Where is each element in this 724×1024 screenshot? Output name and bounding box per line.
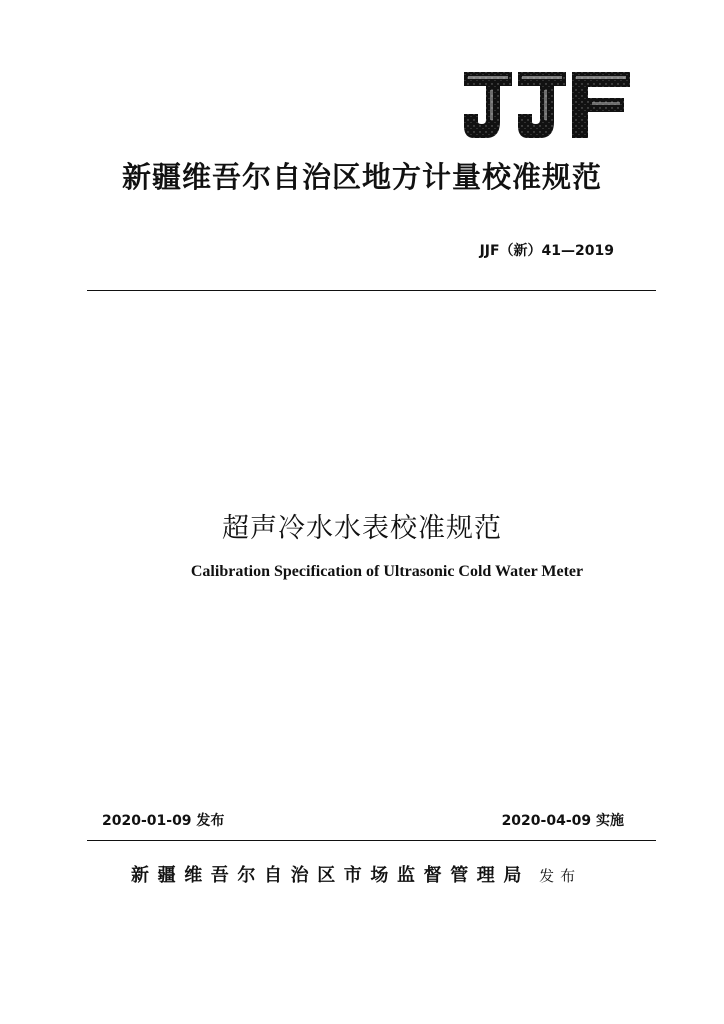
jjf-logo-graphic [460,70,632,142]
logo-letter-j2 [518,72,566,138]
logo-letter-f [572,72,630,138]
top-divider [87,290,656,291]
issuer-suffix: 发布 [539,867,582,885]
english-title: Calibration Specification of Ultrasonic Cold Water Meter [190,563,584,580]
bottom-divider [87,840,656,841]
org-title: 新疆维吾尔自治区地方计量校准规范 [121,160,602,194]
issue-date: 2020-01-09 发布 [102,813,225,829]
logo-letter-j1 [464,72,512,138]
issuer-name: 新疆维吾尔自治区市场监督管理局 [131,865,530,886]
issuer-line [131,861,581,887]
jjf-logo [460,70,632,142]
implementation-date: 2020-04-09 实施 [501,813,624,829]
document-number: JJF（新）41—2019 [479,243,614,259]
document-title: 超声冷水水表校准规范 [222,513,502,544]
